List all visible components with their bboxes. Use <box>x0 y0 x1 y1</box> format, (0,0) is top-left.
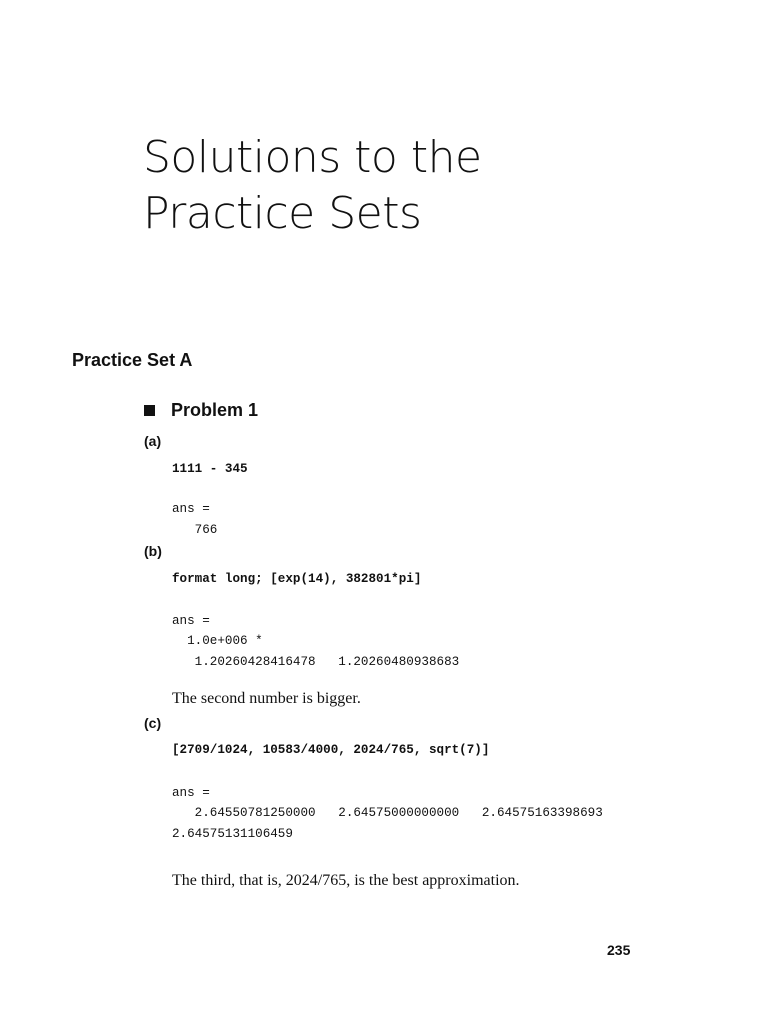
problem-heading-label: Problem 1 <box>171 400 259 420</box>
part-c-output-line-1: ans = <box>172 786 210 800</box>
part-c-remark: The third, that is, 2024/765, is the best approximation. <box>172 872 520 889</box>
part-b-remark: The second number is bigger. <box>172 690 361 707</box>
part-a-output-line-2: 766 <box>172 523 218 537</box>
chapter-title-line-2: Practice Sets <box>143 188 422 239</box>
square-bullet-icon <box>144 405 155 416</box>
part-c-label: (c) <box>144 715 162 731</box>
part-a-command: 1111 - 345 <box>172 462 248 476</box>
problem-heading <box>144 398 258 422</box>
part-b-label: (b) <box>144 543 162 559</box>
section-heading: Practice Set A <box>72 350 193 370</box>
part-b-output-line-3: 1.20260428416478 1.20260480938683 <box>172 655 460 669</box>
part-c-output-line-2: 2.64550781250000 2.64575000000000 2.64575163398693 <box>172 806 603 820</box>
part-b-output-line-2: 1.0e+006 * <box>172 634 263 648</box>
part-b-command: format long; [exp(14), 382801*pi] <box>172 572 422 586</box>
part-c-command: [2709/1024, 10583/4000, 2024/765, sqrt(7)] <box>172 743 490 757</box>
part-b-output-line-1: ans = <box>172 614 210 628</box>
page-number: 235 <box>607 942 631 958</box>
part-c-output-line-3: 2.64575131106459 <box>172 827 293 841</box>
part-a-output-line-1: ans = <box>172 502 210 516</box>
chapter-title-line-1: Solutions to the <box>143 132 482 183</box>
part-a-label: (a) <box>144 433 162 449</box>
